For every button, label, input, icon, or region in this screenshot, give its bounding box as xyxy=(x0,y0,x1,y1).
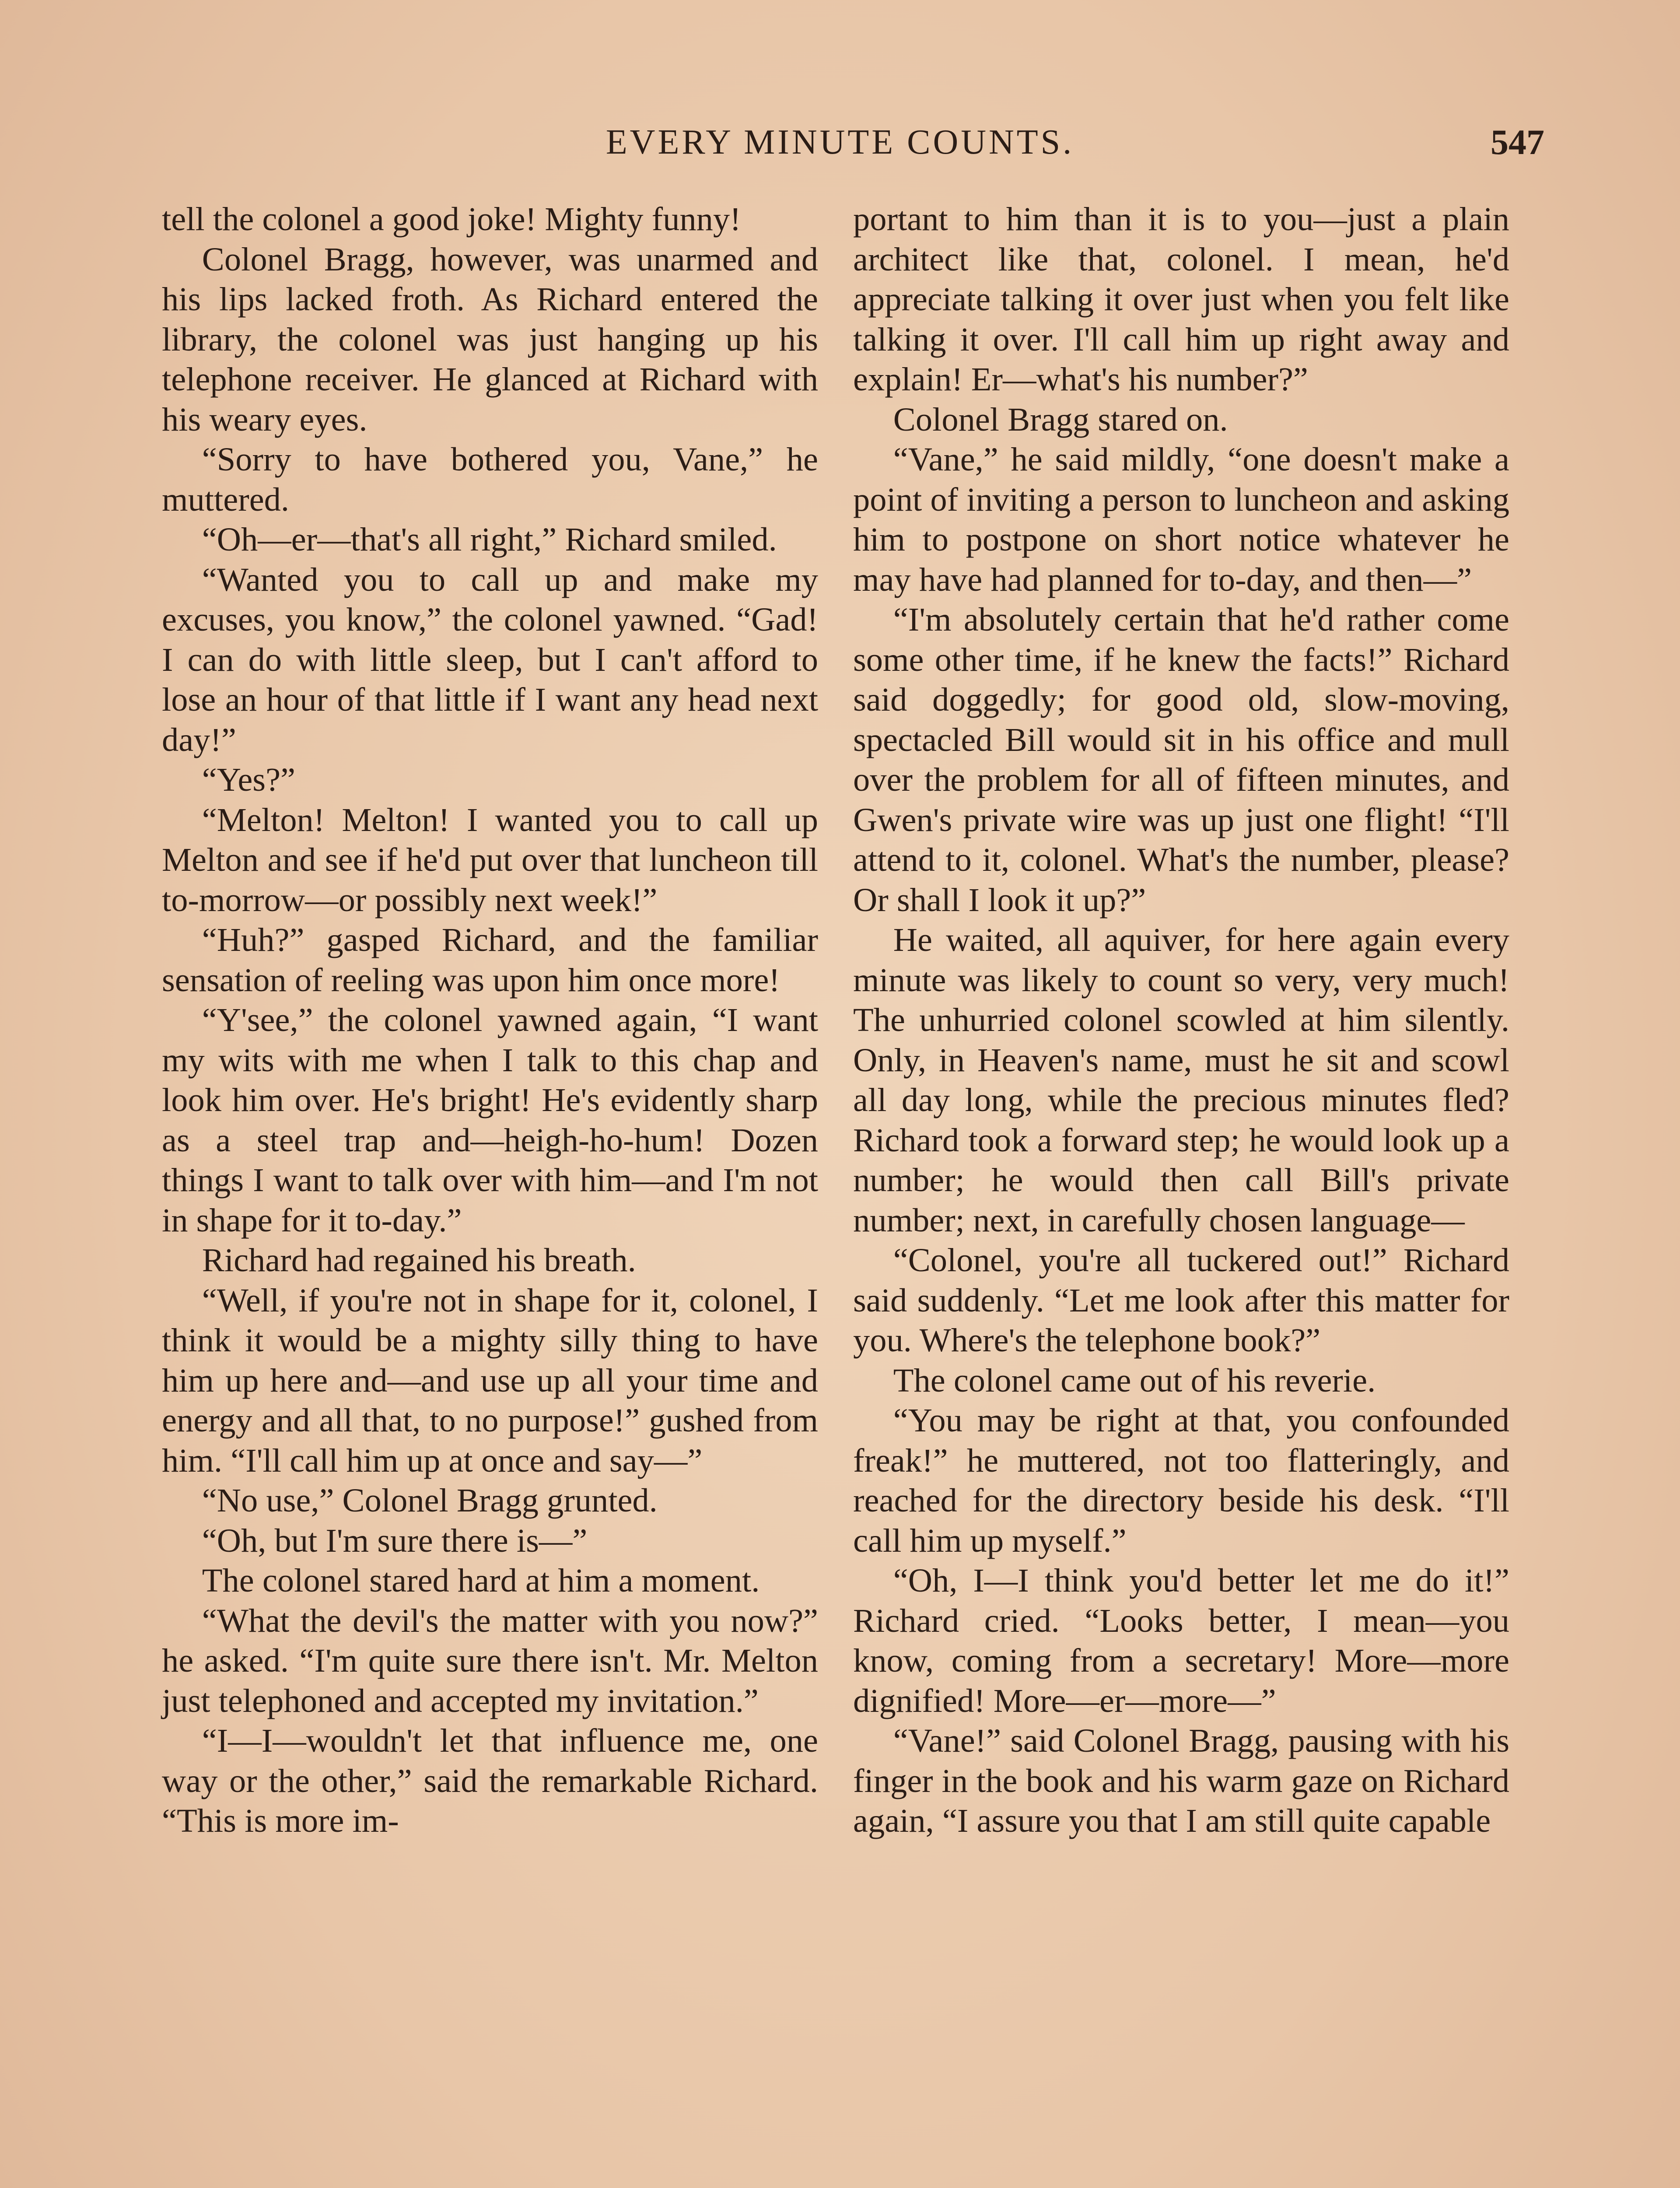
paragraph: “Wanted you to call up and make my excuses, you know,” the colonel yawned. “Gad! I can do with little sleep, but I can't afford to lose an hour of that little if I want any head next day!” xyxy=(162,561,818,758)
paragraph: Colonel Bragg stared on. xyxy=(893,400,1228,438)
paragraph: “I'm absolutely certain that he'd rather come some other time, if he knew the facts!” Richard said doggedly; for good old, slow-moving, spectacled Bill would sit in his office and mull over the problem for all of fifteen minutes, and Gwen's private wire was up just one flight! “I'll attend to it, colonel. What's the number, please? Or shall I look it up?” xyxy=(853,601,1509,919)
paragraph: Colonel Bragg, however, was unarmed and his lips lacked froth. As Richard entered the library, the colonel was just hanging up his telephone receiver. He glanced at Richard with his weary eyes. xyxy=(162,240,818,438)
page-number: 547 xyxy=(1491,122,1544,162)
paragraph: “Colonel, you're all tuckered out!” Richard said suddenly. “Let me look after this matter for you. Where's the telephone book?” xyxy=(853,1241,1509,1359)
paragraph: tell the colonel a good joke! Mighty funny! xyxy=(162,200,741,238)
paragraph: “Oh—er—that's all right,” Richard smiled. xyxy=(202,521,777,558)
paragraph: portant to him than it is to you—just a plain architect like that, colonel. I mean, he'd appreciate talking it over just when you felt like talking it over. I'll call him up right away and explain! Er—what's his number?” xyxy=(853,200,1509,398)
paragraph: The colonel stared hard at him a moment. xyxy=(202,1562,760,1599)
paragraph: “Melton! Melton! I wanted you to call up Melton and see if he'd put over that luncheon till to-morrow—or possibly next week!” xyxy=(162,801,818,919)
paragraph: The colonel came out of his reverie. xyxy=(893,1361,1376,1399)
paragraph: He waited, all aquiver, for here again every minute was likely to count so very, very much! The unhurried colonel scowled at him silently. Only, in Heaven's name, must he sit and scowl all day long, while the precious minutes fled? Richard took a forward step; he would look up a number; he would then call Bill's private number; next, in carefully chosen language— xyxy=(853,921,1509,1239)
paragraph: “Well, if you're not in shape for it, colonel, I think it would be a mighty silly thing to have him up here and—and use up all your time and energy and all that, to no purpose!” gushed from him. “I'll call him up at once and say—” xyxy=(162,1281,818,1479)
paragraph: “Y'see,” the colonel yawned again, “I want my wits with me when I talk to this chap and look him over. He's bright! He's evidently sharp as a steel trap and—heigh-ho-hum! Dozen things I want to talk over with him—and I'm not in shape for it to-day.” xyxy=(162,1001,818,1239)
paragraph: “Oh, I—I think you'd better let me do it!” Richard cried. “Looks better, I mean—you know, coming from a secretary! More—more dignified! More—er—more—” xyxy=(853,1562,1509,1719)
paragraph: Richard had regained his breath. xyxy=(202,1241,636,1279)
right-column xyxy=(853,199,1509,2188)
paragraph: “Oh, but I'm sure there is—” xyxy=(202,1522,588,1559)
running-head: EVERY MINUTE COUNTS. xyxy=(606,123,1074,161)
paragraph: “Sorry to have bothered you, Vane,” he muttered. xyxy=(162,441,818,518)
page-header xyxy=(0,118,1680,166)
paragraph: “Huh?” gasped Richard, and the familiar sensation of reeling was upon him once more! xyxy=(162,921,818,999)
paragraph: “No use,” Colonel Bragg grunted. xyxy=(202,1482,658,1519)
paragraph: “What the devil's the matter with you now?” he asked. “I'm quite sure there isn't. Mr. Melton just telephoned and accepted my invitation.” xyxy=(162,1602,818,1719)
paragraph: “Yes?” xyxy=(202,761,295,798)
paragraph: “I—I—wouldn't let that influence me, one way or the other,” said the remarkable Richard. “This is more im- xyxy=(162,1722,818,1839)
paragraph: “You may be right at that, you confounded freak!” he muttered, not too flatteringly, and reached for the directory beside his desk. “I'll call him up myself.” xyxy=(853,1402,1509,1559)
left-column xyxy=(162,199,818,2188)
paragraph: “Vane,” he said mildly, “one doesn't make a point of inviting a person to luncheon and asking him to postpone on short notice whatever he may have had planned for to-day, and then—” xyxy=(853,441,1510,598)
paragraph: “Vane!” said Colonel Bragg, pausing with his finger in the book and his warm gaze on Richard again, “I assure you that I am still quite capable xyxy=(853,1722,1509,1839)
